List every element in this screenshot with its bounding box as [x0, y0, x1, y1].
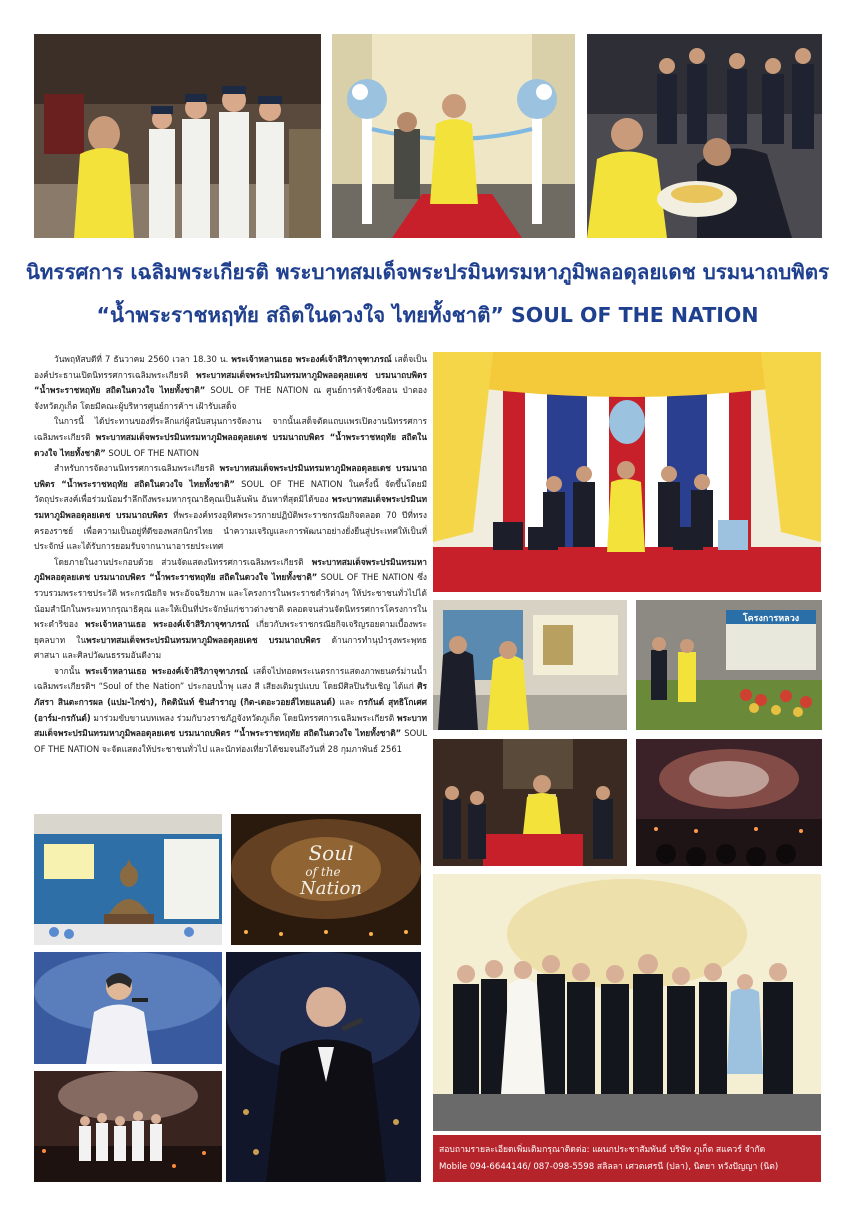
photo-royal-project-exhibit [636, 600, 822, 730]
text-segment: SOUL OF THE NATION [105, 447, 199, 458]
text-segment: มาร่วมขับขานบทเพลง ร่วมกับวงราชภัฏจังหวัดภูเก็ต โดยนิทรรศการเฉลิมพระเกียรติ [90, 712, 397, 723]
photo-water-screen-show [636, 739, 822, 866]
article-body [34, 352, 427, 757]
text-segment: เสด็จไปทอดพระเนตรการแสดงภาพยนตร์ม่านน้ำเฉลิมพระเกียรติฯ “Soul of the Nation” ประกอบน้ำพุ แสง สี เสียงเติมรูปแบบ โดยมีศิลปินรับเชิญ ได้แก่ [34, 665, 428, 692]
bold-text: พระบาทสมเด็จพระปรมินทรมหาภูมิพลอดุลยเดช บรมนาถบพิตร [34, 494, 427, 520]
text-segment: ที่พระองค์ทรงอุทิศพระวรกายปฏิบัติพระราชกรณียกิจตลอด 70 ปีที่ทรงครองราชย์ เพื่อความเป็นอยู่ที่ดีของพสกนิกรไทย นำความเจริญและการพัฒนาอย่างยั่งยืนสู่ประเทศให้เป็นที่ประจักษ์ และได้รับการยอมรับจากนานาอารยประเทศ [34, 509, 427, 552]
bold-text: พระบาทสมเด็จพระปรมินทรมหาภูมิพลอดุลยเดช บรมนาถบพิตร [86, 634, 321, 645]
text-segment: เสด็จเป็นองค์ประธานเปิดนิทรรศการเฉลิมพระเกียรติ [34, 354, 428, 380]
photo-female-singer [34, 952, 222, 1064]
headline-line-2: “น้ำพระราชหฤทัย สถิตในดวงใจ ไทยทั้งชาติ” SOUL OF THE NATION [96, 303, 759, 327]
bold-text: พระบาทสมเด็จพระปรมินทรมหาภูมิพลอดุลยเดช บรมนาถบพิตร “น้ำพระราชหฤทัย สถิตในดวงใจ ไทยทั้งชาติ” [34, 431, 427, 458]
royal-project-banner-text: โครงการหลวง [742, 614, 800, 624]
headline-line-1: นิทรรศการ เฉลิมพระเกียรติ พระบาทสมเด็จพระปรมินทรมหาภูมิพลอดุลยเดช บรมนาถบพิตร [25, 260, 830, 284]
photo-ribbon-cutting [332, 34, 575, 238]
photo-gift-presentation [587, 34, 822, 238]
contact-line-1: สอบถามรายละเอียดเพิ่มเติมกรุณาติดต่อ: แผนกประชาสัมพันธ์ บริษัท ภูเก็ต สแควร์ จำกัด [439, 1145, 766, 1155]
bold-text: พระบาทสมเด็จพระปรมินทรมหาภูมิพลอดุลยเดช บรมนาถบพิตร “น้ำพระราชหฤทัย สถิตในดวงใจ ไทยทั้งชาติ” [34, 556, 427, 583]
soul-title-line-3: Nation [300, 878, 362, 899]
paragraph [34, 555, 427, 664]
text-segment: SOUL OF THE NATION ซึ่งรวบรวมพระราชประวัติ พระกรณียกิจ พระอัจฉริยภาพ และโครงการในพระราชดำริต่างๆ ให้ประชาชนทั่วไปได้น้อมสำนึกในพระมหากรุณาธิคุณ และให้เป็นที่ประจักษ์แก่ชาวต่างชาติ ตลอดจนส่วนจัดนิทรรศการโครงการในพระดำริของ [34, 572, 427, 630]
bold-text: พระบาทสมเด็จพระปรมินทรมหาภูมิพลอดุลยเดช บรมนาถบพิตร “น้ำพระราชหฤทัย สถิตในดวงใจ ไทยทั้งชาติ” [34, 369, 427, 396]
text-segment: SOUL OF THE NATION ในครั้งนี้ จัดขึ้นโดยมีวัตถุประสงค์เพื่อร่วมน้อมรำลึกถึงพระมหากรุณาธิคุณเป็นล้นพ้น อันหาที่สุดมิได้ของ [34, 478, 427, 505]
photo-soul-of-the-nation-water-screen [231, 814, 421, 945]
photo-choir-performance [34, 1071, 222, 1182]
text-segment: โดยภายในงานประกอบด้วย ส่วนจัดแสดงนิทรรศการเฉลิมพระเกียรติ [54, 556, 312, 567]
bold-text: พระเจ้าหลานเธอ พระองค์เจ้าสิริภาจุฑาภรณ์ [85, 665, 248, 676]
soul-title-line-2: of the [305, 865, 341, 879]
soul-title-line-1: Soul [308, 841, 354, 865]
text-segment: และ [335, 697, 359, 708]
contact-line-2: Mobile 094-6644146/ 087-098-5598 สลิลลา เศวตเศรนี (ปลา), นิตยา หวังปัญญา (นิต) [439, 1162, 779, 1172]
bold-text: พระบาทสมเด็จพระปรมินทรมหาภูมิพลอดุลยเดช บรมนาถบพิตร “น้ำพระราชหฤทัย สถิตในดวงใจ ไทยทั้งชาติ” [34, 712, 427, 739]
photo-male-singer [226, 952, 421, 1182]
paragraph [34, 414, 427, 461]
photo-seated-audience [433, 739, 627, 866]
text-segment: สำหรับการจัดงานนิทรรศการเฉลิมพระเกียรติ [54, 463, 220, 474]
text-segment: วันพฤหัสบดีที่ 7 ธันวาคม 2560 เวลา 18.30 น. [54, 354, 232, 364]
bold-text: พระเจ้าหลานเธอ พระองค์เจ้าสิริภาจุฑาภรณ์ [231, 354, 392, 364]
text-segment: ในการนี้ ได้ประทานของที่ระลึกแก่ผู้สนับสนุนการจัดงาน จากนั้นเสด็จตัดแถบแพรเปิดงานนิทรรศการเฉลิมพระเกียรติ [34, 416, 427, 442]
paragraph [34, 461, 427, 555]
bold-text: กรกันต์ สุทธิโกเศศ (อาร์ม-กรกันต์) [34, 697, 427, 723]
paragraph [34, 352, 427, 414]
text-segment: เกี่ยวกับพระราชกรณียกิจเจริญรอยตามเบื้องพระยุคลบาท ใน [34, 619, 427, 645]
photo-exhibit-visit [433, 600, 627, 730]
photo-buddha-exhibit [34, 814, 222, 945]
bold-text: พระบาทสมเด็จพระปรมินทรมหาภูมิพลอดุลยเดช บรมนาถบพิตร “น้ำพระราชหฤทัย สถิตในดวงใจ ไทยทั้งชาติ” [34, 463, 427, 489]
contact-bar [433, 1135, 821, 1182]
photo-military-salute [34, 34, 321, 238]
text-segment: SOUL OF THE NATION ณ ศูนย์การค้าจังซีลอน ป่าตอง จังหวัดภูเก็ต โดยมีคณะผู้บริหารศูนย์การค้าฯ เฝ้ารับเสด็จ [34, 385, 427, 411]
bold-text: ศิรภัสรา สินตะการผล (แปม-ไกซ่า), กิตตินันท์ ชินสำราญ (กิต-เดอะวอยส์ไทยแลนด์) [34, 681, 427, 708]
text-segment: ด้านการทำนุบำรุงพระพุทธศาสนา และศิลปวัฒนธรรมอันดีงาม [34, 634, 427, 661]
bold-text: พระเจ้าหลานเธอ พระองค์เจ้าสิริภาจุฑาภรณ์ [84, 619, 250, 630]
paragraph [34, 664, 427, 758]
photo-group-portrait [433, 874, 821, 1131]
text-segment: SOUL OF THE NATION จะจัดแสดงให้ประชาชนทั่วไป และนักท่องเที่ยวได้ชมจนถึงวันที่ 28 กุมภาพันธ์ 2561 [34, 728, 427, 754]
text-segment: จากนั้น [54, 665, 86, 676]
photo-group-on-stage [433, 352, 821, 592]
